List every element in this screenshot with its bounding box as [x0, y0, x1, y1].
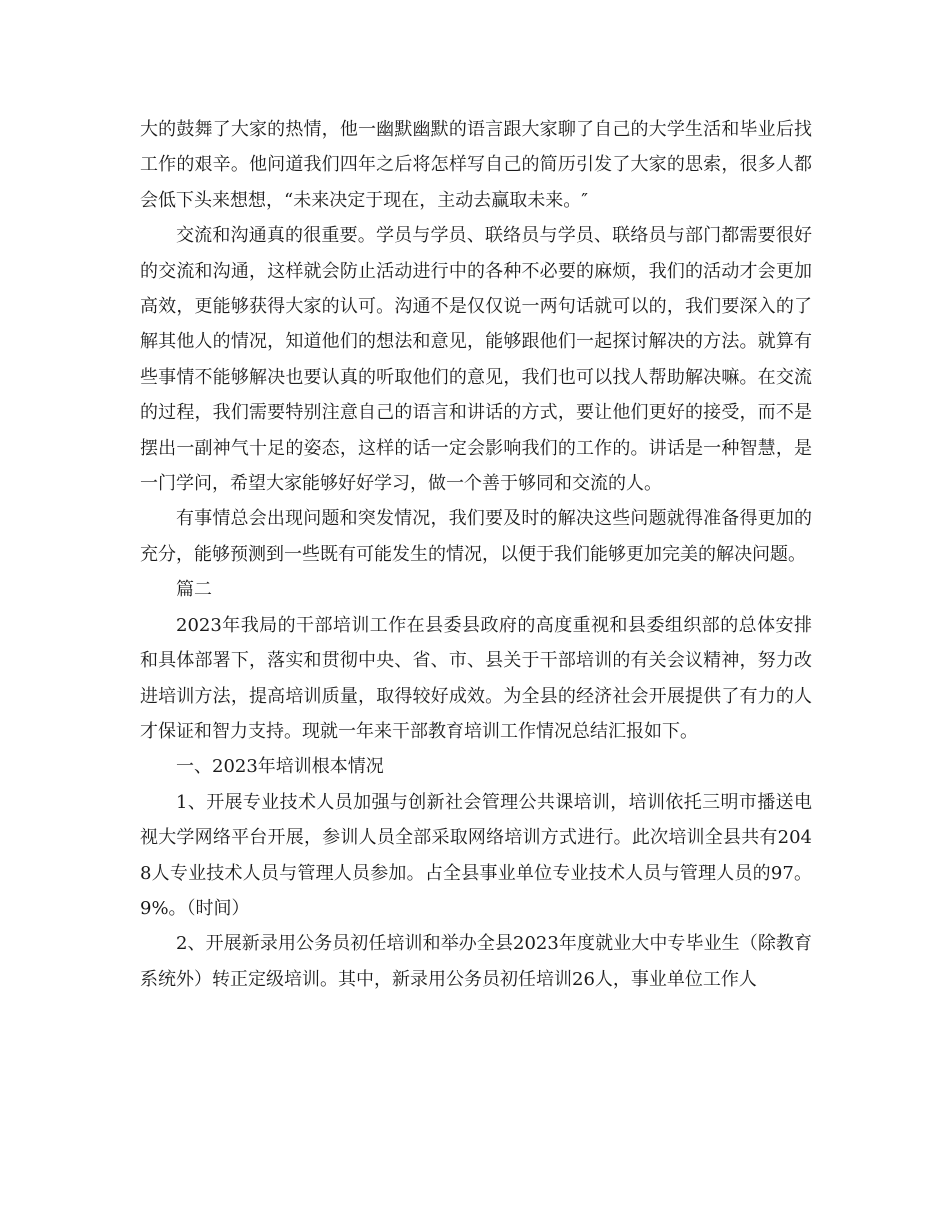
- section-heading-basic-situation: 一、2023年培训根本情况: [176, 756, 384, 778]
- paragraph-intro-2023: 2023年我局的干部培训工作在县委县政府的高度重视和县委组织部的总体安排和具体部署下，落实和贯彻中央、省、市、县关于干部培训的有关会议精神，努力改进培训方法，提高培训质量，取得较好成效。为全县的经济社会开展提供了有力的人才保证和智力支持。现就一年来干部教育培训工作情况总结汇报如下。: [140, 614, 812, 742]
- section-heading-part-two: 篇二: [176, 579, 212, 601]
- paragraph-continued: 大的鼓舞了大家的热情，他一幽默幽默的语言跟大家聊了自己的大学生活和毕业后找工作的艰辛。他问道我们四年之后将怎样写自己的简历引发了大家的思索，很多人都会低下头来想想，“未来决定于现在，主动去赢取未来。″: [140, 119, 812, 211]
- paragraph-communication: 交流和沟通真的很重要。学员与学员、联络员与学员、联络员与部门都需要很好的交流和沟通，这样就会防止活动进行中的各种不必要的麻烦，我们的活动才会更加高效，更能够获得大家的认可。沟通不是仅仅说一两句话就可以的，我们要深入的了解其他人的情况，知道他们的想法和意见，能够跟他们一起探讨解决的方法。就算有些事情不能够解决也要认真的听取他们的意见，我们也可以找人帮助解决嘛。在交流的过程，我们需要特别注意自己的语言和讲话的方式，要让他们更好的接受，而不是摆出一副神气十足的姿态，这样的话一定会影响我们的工作的。讲话是一种智慧，是一门学问，希望大家能够好好学习，做一个善于够同和交流的人。: [140, 225, 812, 495]
- list-item-1: 1、开展专业技术人员加强与创新社会管理公共课培训，培训依托三明市播送电视大学网络平台开展，参训人员全部采取网络培训方式进行。此次培训全县共有2048人专业技术人员与管理人员参加。占全县事业单位专业技术人员与管理人员的97。9%。（时间）: [140, 791, 812, 919]
- document-body: [140, 112, 812, 997]
- list-item-2: 2、开展新录用公务员初任培训和举办全县2023年度就业大中专毕业生（除教育系统外）转正定级培训。其中，新录用公务员初任培训26人，事业单位工作人: [140, 933, 812, 990]
- paragraph-problems: 有事情总会出现问题和突发情况，我们要及时的解决这些问题就得准备得更加的充分，能够预测到一些既有可能发生的情况，以便于我们能够更加完美的解决问题。: [140, 508, 812, 565]
